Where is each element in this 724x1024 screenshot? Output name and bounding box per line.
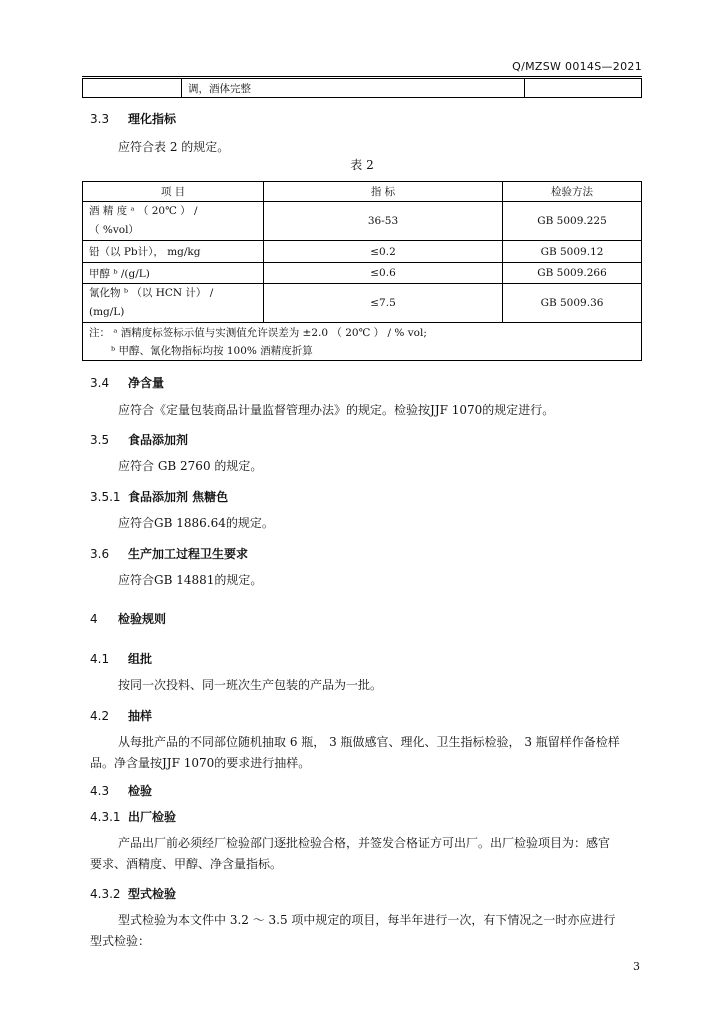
table-value: 36-53 bbox=[264, 202, 503, 241]
table-item-text: 氰化物 ᵇ （以 HCN 计） / bbox=[89, 287, 214, 299]
section-4-3-2-text: 型式检验： bbox=[90, 934, 151, 948]
table-note-row bbox=[83, 323, 642, 361]
table-header-item: 项 目 bbox=[83, 182, 264, 202]
section-4-3-heading: 4.3 检验 bbox=[90, 784, 153, 798]
section-3-4-text: 应符合《定量包装商品计量监督管理办法》的规定。检验按JJF 1070的规定进行。 bbox=[118, 403, 555, 417]
section-3-6-text: 应符合GB 14881的规定。 bbox=[118, 573, 263, 587]
table-header-value: 指 标 bbox=[264, 182, 503, 202]
section-4-3-2-heading: 4.3.2 型式检验 bbox=[90, 887, 177, 901]
page-number: 3 bbox=[633, 960, 640, 973]
table-row bbox=[83, 202, 642, 241]
section-4-heading: 4 检验规则 bbox=[90, 612, 167, 626]
table-row bbox=[83, 263, 642, 284]
table-note: 注： ᵃ 酒精度标签标示值与实测值允许误差为 ±2.0 （ 20℃ ） / % vol; bbox=[89, 326, 427, 339]
section-3-5-text: 应符合 GB 2760 的规定。 bbox=[118, 459, 263, 473]
table-method: GB 5009.225 bbox=[503, 202, 642, 241]
section-4-1-heading: 4.1 组批 bbox=[90, 652, 153, 666]
section-3-6-heading: 3.6 生产加工过程卫生要求 bbox=[90, 547, 249, 561]
table-2 bbox=[82, 181, 642, 361]
continued-table bbox=[82, 78, 642, 98]
section-4-3-1-text: 要求、酒精度、甲醇、净含量指标。 bbox=[90, 857, 283, 871]
section-3-4-heading: 3.4 净含量 bbox=[90, 376, 165, 390]
section-4-3-2-text: 型式检验为本文件中 3.2 ～ 3.5 项中规定的项目，每半年进行一次，有下情况之一时亦应进行 bbox=[118, 913, 616, 927]
section-3-5-1-text: 应符合GB 1886.64的规定。 bbox=[118, 516, 274, 530]
section-4-2-text: 品。净含量按JJF 1070的要求进行抽样。 bbox=[90, 756, 311, 770]
section-4-3-1-text: 产品出厂前必须经厂检验部门逐批检验合格，并签发合格证方可出厂。出厂检验项目为：感官 bbox=[118, 836, 611, 850]
section-4-3-1-heading: 4.3.1 出厂检验 bbox=[90, 810, 177, 824]
table-row bbox=[83, 284, 642, 323]
header-rule bbox=[82, 76, 642, 77]
table-item-text: 酒 精 度 ᵃ （ 20℃ ） / bbox=[89, 205, 198, 217]
table-value: ≤0.2 bbox=[264, 241, 503, 263]
table-note: ᵇ 甲醇、氰化物指标均按 100% 酒精度折算 bbox=[111, 344, 313, 357]
table-item-text: (mg/L) bbox=[89, 306, 125, 318]
table-header-method: 检验方法 bbox=[503, 182, 642, 202]
table-item-text: （ %vol） bbox=[89, 224, 139, 236]
section-3-3-heading: 3.3 理化指标 bbox=[90, 112, 177, 126]
section-4-2-text: 从每批产品的不同部位随机抽取 6 瓶， 3 瓶做感官、理化、卫生指标检验， 3 瓶留样作备检样 bbox=[118, 735, 620, 749]
section-3-5-heading: 3.5 食品添加剂 bbox=[90, 433, 189, 447]
table-item-text: 铅（以 Pb计）， mg/kg bbox=[83, 241, 264, 263]
table-value: ≤0.6 bbox=[264, 263, 503, 284]
section-4-1-text: 按同一次投料、同一班次生产包装的产品为一批。 bbox=[118, 678, 383, 692]
table-row bbox=[83, 241, 642, 263]
section-3-5-1-heading: 3.5.1 食品添加剂 焦糖色 bbox=[90, 490, 229, 504]
table-item-text: 甲醇 ᵇ /(g/L) bbox=[83, 263, 264, 284]
section-4-2-heading: 4.2 抽样 bbox=[90, 709, 153, 723]
document-code: Q/MZSW 0014S—2021 bbox=[512, 60, 642, 73]
continued-table-cell: 调，酒体完整 bbox=[182, 79, 525, 98]
table-method: GB 5009.266 bbox=[503, 263, 642, 284]
table-method: GB 5009.12 bbox=[503, 241, 642, 263]
section-3-3-text: 应符合表 2 的规定。 bbox=[118, 140, 230, 154]
table-value: ≤7.5 bbox=[264, 284, 503, 323]
table-caption: 表 2 bbox=[350, 158, 374, 172]
table-method: GB 5009.36 bbox=[503, 284, 642, 323]
